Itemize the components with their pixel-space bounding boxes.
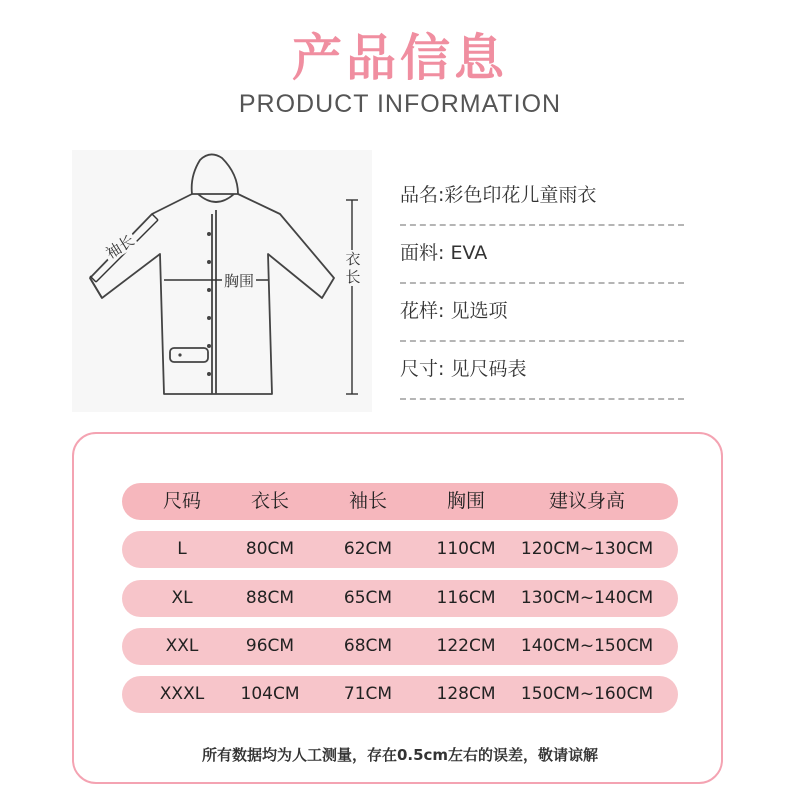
info-pattern-text: 花样: 见选项 (400, 300, 508, 322)
cell-size: XXXL (159, 684, 205, 704)
header-chest: 胸围 (446, 490, 485, 512)
info-size (400, 354, 684, 386)
cell-length: 88CM (245, 588, 295, 608)
table-row (122, 580, 678, 617)
body-length-label: 衣长 (345, 250, 361, 286)
cell-length: 104CM (240, 684, 300, 704)
measurement-note: 所有数据均为人工测量，存在0.5cm左右的误差，敬请谅解 (201, 746, 599, 764)
cell-size: XL (171, 588, 193, 608)
cell-sleeve: 71CM (343, 684, 393, 704)
header-sleeve: 袖长 (348, 490, 387, 512)
cell-length: 96CM (245, 636, 295, 656)
title-chinese: 产品信息 (292, 29, 508, 87)
sleeve-length-label: 袖长 (102, 231, 138, 263)
cell-size: XXL (165, 636, 199, 656)
info-material (400, 238, 684, 270)
info-product-name (400, 180, 684, 212)
divider (400, 282, 684, 284)
table-row (122, 676, 678, 713)
info-product-name-text: 品名:彩色印花儿童雨衣 (400, 184, 597, 206)
cell-sleeve: 62CM (343, 539, 393, 559)
cell-height: 140CM~150CM (520, 636, 654, 656)
cell-chest: 122CM (436, 636, 496, 656)
table-row (122, 531, 678, 568)
cell-length: 80CM (245, 539, 295, 559)
table-row (122, 628, 678, 665)
cell-chest: 128CM (436, 684, 496, 704)
header-height: 建议身高 (548, 490, 625, 512)
raincoat-diagram (72, 150, 372, 412)
divider (400, 224, 684, 226)
cell-size: L (177, 539, 187, 559)
cell-sleeve: 68CM (343, 636, 393, 656)
info-pattern (400, 296, 684, 328)
size-table-header (122, 483, 678, 520)
cell-height: 130CM~140CM (520, 588, 654, 608)
cell-height: 150CM~160CM (520, 684, 654, 704)
cell-chest: 110CM (436, 539, 496, 559)
chest-label: 胸围 (224, 272, 255, 290)
cell-sleeve: 65CM (343, 588, 393, 608)
info-size-text: 尺寸: 见尺码表 (400, 358, 527, 380)
divider (400, 398, 684, 400)
divider (400, 340, 684, 342)
cell-height: 120CM~130CM (520, 539, 654, 559)
cell-chest: 116CM (436, 588, 496, 608)
title-english: PRODUCT INFORMATION (238, 90, 562, 118)
header-length: 衣长 (250, 490, 289, 512)
info-material-text: 面料: EVA (400, 242, 488, 264)
header-size: 尺码 (162, 490, 201, 512)
